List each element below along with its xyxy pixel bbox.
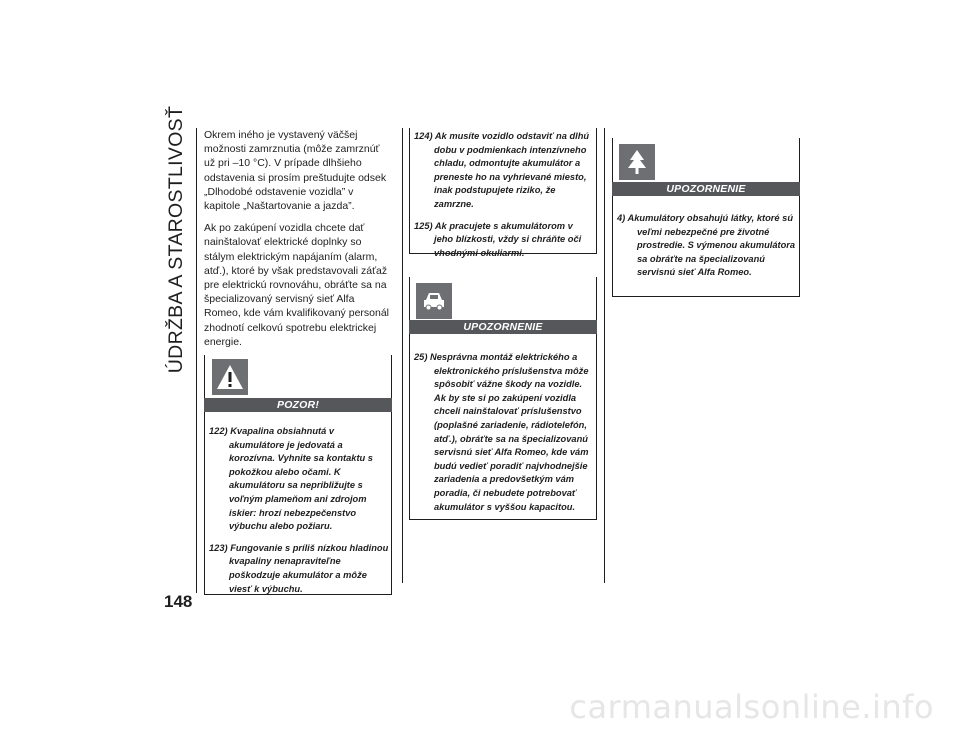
pozor-header: POZOR! bbox=[204, 398, 392, 412]
upozornenie-environment-box bbox=[612, 138, 800, 297]
intro-text bbox=[204, 128, 390, 357]
pozor-list bbox=[205, 417, 391, 604]
tree-environment-icon bbox=[619, 144, 655, 180]
pozor-warning-box bbox=[204, 355, 392, 595]
list-item: 4) Akumulátory obsahujú látky, ktoré sú veľmi nebezpečné pre životné prostredie. S výmenou akumulátora sa obráťte na špecializovanú servisnú sieť Alfa Romeo. bbox=[617, 213, 796, 278]
upozornenie-car-box bbox=[409, 277, 597, 520]
exclamation-triangle-icon bbox=[212, 359, 248, 395]
upozornenie-env-header: UPOZORNENIE bbox=[612, 182, 800, 196]
upozornenie-car-header: UPOZORNENIE bbox=[409, 320, 597, 334]
list-item: 25) Nesprávna montáž elektrického a elektronického príslušenstva môže spôsobiť vážne škody na vozidle. Ak by ste si po zakúpení vozidla chceli nainštalovať príslušenstvo (poplašné zariadenie, rádiotelefón, atď.), obráťte sa na špecializovanú servisnú sieť Alfa Romeo, kde vám budú vedieť poradiť najvhodnejšie zariadenia a predovšetkým vám poradia, či nebudete potrebovať akumulátor s vyššou kapacitou. bbox=[414, 352, 589, 512]
upozornenie-env-list bbox=[613, 204, 799, 288]
column-divider-middle bbox=[402, 128, 403, 583]
continuation-list bbox=[410, 128, 596, 260]
intro-paragraph: Okrem iného je vystavený väčšej možnosti zamrznutia (môže zamrznúť už pri –10 °C). V prípade dlhšieho odstavenia si prosím preštudujte odsek „Dlhodobé odstavenie vozidla” v kapitole „Naštartovanie a jazda”. bbox=[204, 129, 387, 213]
list-item: 124) Ak musíte vozidlo odstaviť na dlhú dobu v podmienkach intenzívneho chladu, odmontujte akumulátor a preneste ho na vyhrievané miesto, inak podstupujete riziko, že zamrzne. bbox=[414, 131, 590, 209]
list-item: 123) Fungovanie s príliš nízkou hladinou kvapaliny nenapraviteľne poškodzuje akumulátor a môže viesť k výbuchu. bbox=[209, 542, 389, 594]
section-title bbox=[165, 105, 188, 373]
car-icon bbox=[416, 283, 452, 319]
column-divider-left bbox=[196, 128, 197, 593]
watermark: carmanualsonline.info bbox=[569, 688, 934, 726]
column-divider-right bbox=[604, 128, 605, 583]
section-title-text: ÚDRŽBA A STAROSTLIVOSŤ bbox=[165, 105, 188, 373]
list-item: 125) Ak pracujete s akumulátorom v jeho blízkosti, vždy si chráňte oči vhodnými okuliarmi. bbox=[414, 220, 582, 258]
upozornenie-car-list bbox=[410, 343, 596, 522]
intro-paragraph: Ak po zakúpení vozidla chcete dať nainštalovať elektrické doplnky so stálym elektrickým napájaním (alarm, atď.), ktoré by však predstavovali záťaž pre elektrickú rovnováhu, obráťte sa na špecializovaný servisný sieť Alfa Romeo, kde vám kvalifikovaný personál zhodnotí celkovú spotrebu elektrickej energie. bbox=[204, 222, 390, 348]
list-item: 122) Kvapalina obsiahnutá v akumulátore je jedovatá a korozívna. Vyhnite sa kontaktu s pokožkou alebo očami. K akumulátoru sa nepribližujte s voľným plameňom ani zdrojom iskier: hrozí nebezpečenstvo výbuchu alebo požiaru. bbox=[209, 426, 373, 532]
page-number: 148 bbox=[164, 592, 193, 611]
pozor-continuation-box bbox=[409, 128, 597, 258]
